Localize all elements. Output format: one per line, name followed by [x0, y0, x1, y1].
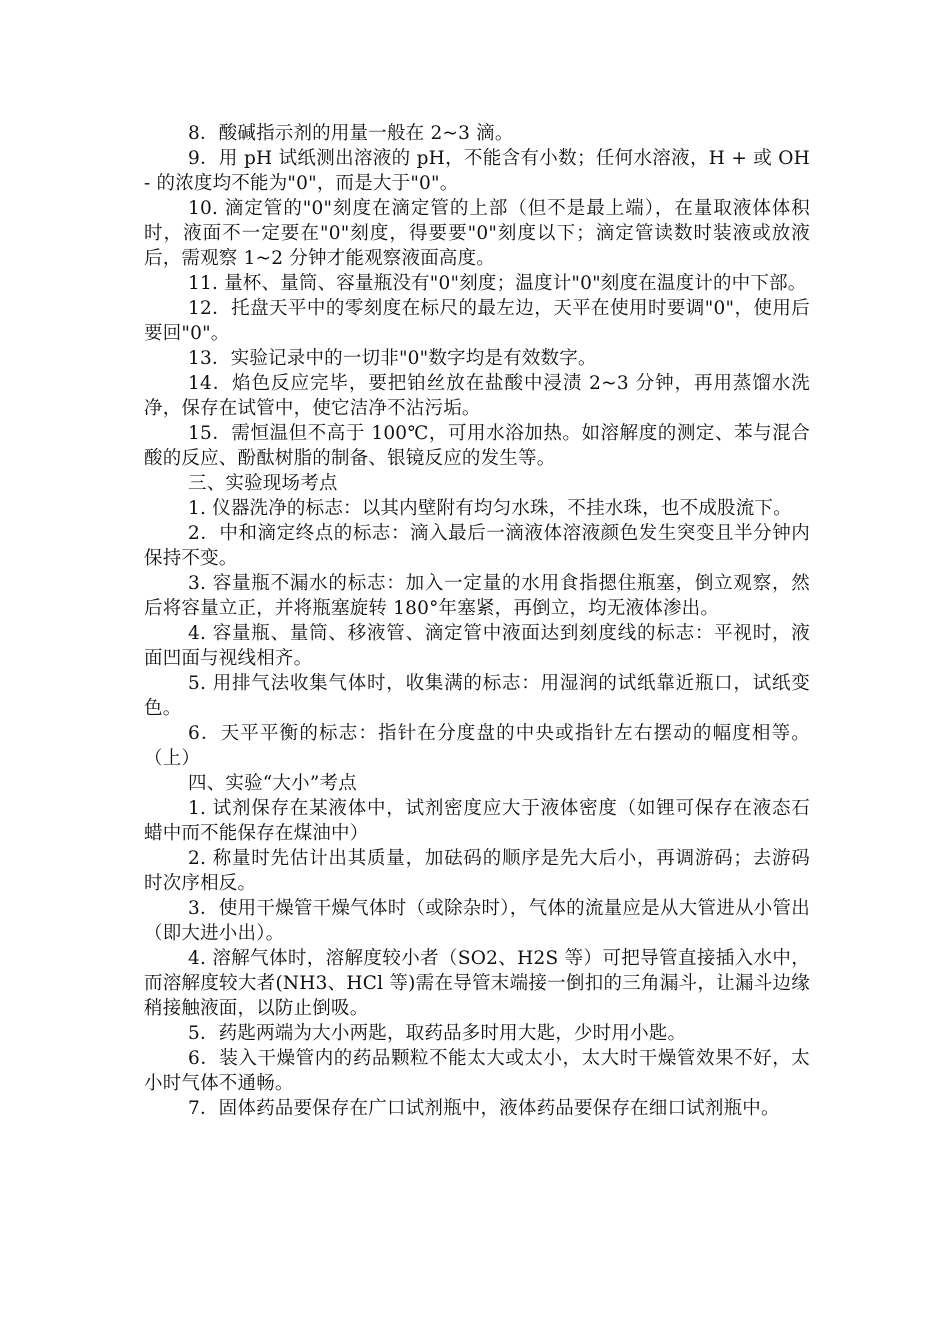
- list-item: 1. 仪器洗净的标志：以其内壁附有均匀水珠，不挂水珠，也不成股流下。: [188, 498, 792, 519]
- paragraph-item-10: 10. 滴定管的"0"刻度在滴定管的上部（但不是最上端），在量取液体体积时，液面不一定要在"0"刻度，得要要"0"刻度以下；滴定管读数时装液或放液后，需观察 1~2 分钟才能观察液面高度。: [144, 198, 810, 269]
- list-item: 7．固体药品要保存在广口试剂瓶中，液体药品要保存在细口试剂瓶中。: [188, 1098, 780, 1119]
- list-item: 6．装入干燥管内的药品颗粒不能太大或太小，太大时干燥管效果不好，太小时气体不通畅。: [144, 1048, 810, 1094]
- list-item: 4. 溶解气体时，溶解度较小者（SO2、H2S 等）可把导管直接插入水中，而溶解度较大者(NH3、HCl 等)需在导管末端接一倒扣的三角漏斗，让漏斗边缘稍接触液面，以防止倒吸。: [144, 948, 810, 1019]
- list-item: 2．中和滴定终点的标志：滴入最后一滴液体溶液颜色发生突变且半分钟内保持不变。: [144, 523, 810, 569]
- list-item: 5．药匙两端为大小两匙，取药品多时用大匙，少时用小匙。: [188, 1023, 687, 1044]
- list-item: 3．使用干燥管干燥气体时（或除杂时），气体的流量应是从大管进从小管出（即大进小出）。: [144, 898, 810, 944]
- list-item: 5. 用排气法收集气体时，收集满的标志：用湿润的试纸靠近瓶口，试纸变色。: [144, 673, 810, 719]
- paragraph-item-13: 13．实验记录中的一切非"0"数字均是有效数字。: [188, 348, 597, 369]
- paragraph-item-11: 11. 量杯、量筒、容量瓶没有"0"刻度；温度计"0"刻度在温度计的中下部。: [188, 273, 807, 294]
- list-item: 4. 容量瓶、量筒、移液管、滴定管中液面达到刻度线的标志：平视时，液面凹面与视线相齐。: [144, 623, 810, 669]
- paragraph-item-15: 15．需恒温但不高于 100℃，可用水浴加热。如溶解度的测定、苯与混合酸的反应、酚酞树脂的制备、银镜反应的发生等。: [144, 423, 810, 469]
- paragraph-item-9: 9．用 pH 试纸测出溶液的 pH，不能含有小数；任何水溶液，H + 或 OH - 的浓度均不能为"0"，而是大于"0"。: [144, 148, 810, 194]
- paragraph-item-8: 8．酸碱指示剂的用量一般在 2~3 滴。: [188, 123, 514, 144]
- list-item: 6．天平平衡的标志：指针在分度盘的中央或指针左右摆动的幅度相等。（上）: [144, 723, 810, 769]
- section-heading-3: 三、实验现场考点: [188, 473, 338, 494]
- document-body: [144, 121, 810, 1121]
- paragraph-item-12: 12．托盘天平中的零刻度在标尺的最左边，天平在使用时要调"0"，使用后要回"0"。: [144, 298, 810, 344]
- section-heading-4: 四、实验“大小”考点: [188, 773, 357, 794]
- list-item: 1. 试剂保存在某液体中，试剂密度应大于液体密度（如锂可保存在液态石蜡中而不能保存在煤油中）: [144, 798, 810, 844]
- list-item: 3. 容量瓶不漏水的标志：加入一定量的水用食指摁住瓶塞，倒立观察，然后将容量立正，并将瓶塞旋转 180°年塞紧，再倒立，均无液体渗出。: [144, 573, 810, 619]
- list-item: 2. 称量时先估计出其质量，加砝码的顺序是先大后小，再调游码；去游码时次序相反。: [144, 848, 810, 894]
- paragraph-item-14: 14．焰色反应完毕，要把铂丝放在盐酸中浸渍 2~3 分钟，再用蒸馏水洗净，保存在试管中，使它洁净不沾污垢。: [144, 373, 810, 419]
